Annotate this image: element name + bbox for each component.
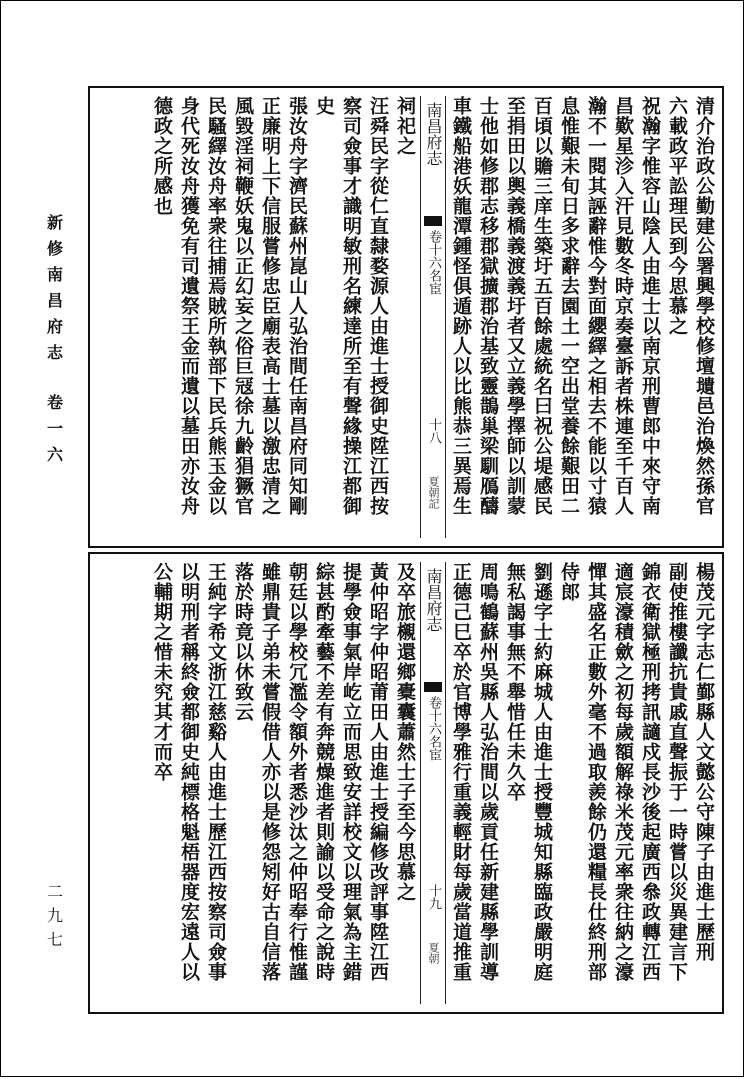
text-column: 風毀淫祠鞭妖鬼以正幻妄之俗巨冦徐九齡猖獗官 [232,96,254,516]
text-column: 民騷繹汝舟率衆往捕焉賊所執部下民兵熊玉金以 [205,96,227,516]
margin-title-char: 新 [46,213,63,232]
margin-title-char: 府 [46,317,63,336]
text-column: 史 [313,96,335,116]
center-banner [420,562,446,1004]
text-column: 至捐田以輿義橋義渡義圩者又立義學擇師以訓蒙 [504,96,526,516]
text-column: 黃仲昭字仲昭莆田人由進士授編修改評事陞江西 [367,562,389,982]
banner-volume: 卷十六名宦 [426,696,441,761]
margin-volume-char: 卷 [46,393,63,412]
text-column: 息惟艱未旬日多求辭去園土一空出堂養餘艱田二 [558,96,580,516]
text-column: 侍郎 [558,562,580,602]
text-column: 以明刑者稱終僉都御史純標格魁梧器度宏遠人以 [178,562,200,982]
text-column: 錦衣衛獄極刑拷訊讁戍長沙後起廣西叅政轉江西 [639,562,661,982]
margin-book-title [40,210,70,468]
text-column: 無私謁事無不舉惜任未久卒 [504,562,526,802]
text-column: 六載政平訟理民到今思慕之 [666,96,688,336]
text-column: 百頃以贍三庠生築圩五百餘處統名曰祝公堤感民 [531,96,553,516]
text-column: 綜甚酌牽藝不差有奔競燥進者則諭以受命之說時 [313,562,335,982]
banner-leaf-number: 十八 [426,418,441,444]
text-column: 及卒旅櫬還鄉橐囊蕭然士子至今思慕之 [394,562,416,902]
banner-mark: 夏朝 [427,942,440,964]
top-page-panel [88,86,724,548]
text-column: 副使推樓讖抗貴戚直聲振于一時嘗以災異建言下 [666,562,688,982]
fishtail-mark-icon [424,682,442,692]
text-column: 適宸濠積歛之初每歲額解祿米茂元率衆往納之濠 [612,562,634,982]
text-column: 汪舜民字從仁直隸婺源人由進士授御史陞江西按 [367,96,389,516]
text-column: 祠祀之 [394,96,416,156]
banner-volume: 卷十六名宦 [426,230,441,295]
text-column: 瀚不一閱其誣辭惟今對面纓繹之相去不能以寸猿 [585,96,607,516]
text-column: 王純字希文浙江慈谿人由進士歷江西按察司僉事 [205,562,227,982]
banner-title: 南昌府志 [424,102,443,166]
text-column: 公輔期之惜未究其才而卒 [151,562,173,782]
fishtail-mark-icon [424,216,442,226]
text-column: 身代死汝舟獲免有司遺祭王金而遺以墓田亦汝舟 [178,96,200,516]
text-column: 張汝舟字濟民蘇州崑山人弘治間任南昌府同知剛 [286,96,308,516]
margin-volume-char: 六 [46,445,63,464]
page-number-char: 九 [46,906,63,925]
bottom-text-columns [147,562,716,1004]
text-column: 憚其盛名正數外毫不過取羨餘仍還糧長仕終刑部 [585,562,607,982]
text-column: 劉遜字士約麻城人由進士授豐城知縣臨政嚴明庭 [531,562,553,982]
text-column: 清介治政公勤建公署興學校修壇壝邑治煥然孫官 [693,96,715,516]
margin-title-char: 修 [46,239,63,258]
text-column: 昌歎星沴入汗見數冬時京奏臺訴者株連至千百人 [612,96,634,516]
banner-title: 南昌府志 [424,568,443,632]
text-column: 落於時竟以休致云 [232,562,254,722]
text-column: 祝瀚字惟容山陰人由進士以南京刑曹郎中來守南 [639,96,661,516]
text-column: 正德己巳卒於官博學雅行重義輕財每歲當道推重 [450,562,472,982]
text-column: 楊茂元字志仁鄞縣人文懿公守陳子由進士歷刑 [693,562,715,962]
text-column: 德政之所感也 [151,96,173,216]
text-column: 察司僉事才識明敏刑名練達所至有聲緣操江都御 [340,96,362,516]
text-column: 周鳴鶴蘇州吳縣人弘治間以歲貢任新建縣學訓導 [477,562,499,982]
text-column: 士他如修郡志移郡獄擴郡治基致靈鵲巢梁馴鴈醻 [477,96,499,516]
page-number-char: 七 [46,930,63,949]
text-column: 雖鼎貴子弟未嘗假借人亦以是修怨矧好古自信落 [259,562,281,982]
text-column: 提學僉事氣岸屹立而思致安詳校文以理氣為主錯 [340,562,362,982]
margin-title-char: 昌 [46,291,63,310]
margin-title-char: 南 [46,265,63,284]
text-column: 正廉明上下信服嘗修忠臣廟表高士墓以激忠清之 [259,96,281,516]
top-text-columns [147,96,716,538]
bottom-page-panel [88,552,724,1014]
text-column: 車鐵船港妖龍潭鍾怪俱遁跡人以比熊恭三異焉生 [450,96,472,516]
page-number-char: 二 [46,882,63,901]
margin-title-char: 志 [46,343,63,362]
banner-leaf-number: 十九 [426,884,441,910]
text-column: 朝廷以學校冗濫令額外者悉沙汰之仲昭奉行惟謹 [286,562,308,982]
center-banner [420,96,446,538]
margin-volume-char: 一 [46,419,63,438]
banner-mark: 夏朝記 [427,476,440,509]
margin-page-number [40,880,70,952]
